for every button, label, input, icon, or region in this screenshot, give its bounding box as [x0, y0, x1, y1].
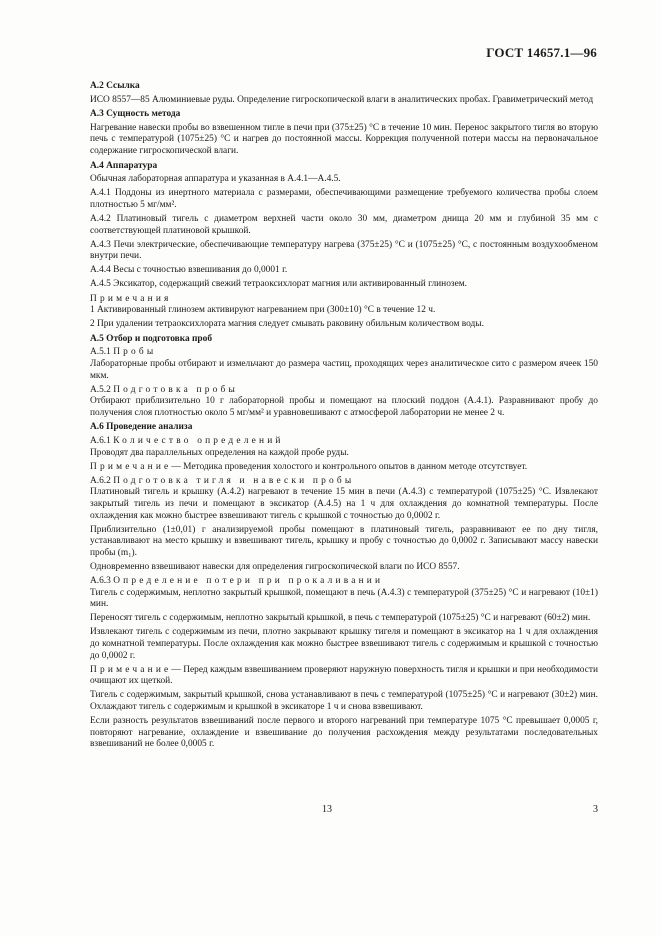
subsection-title: Подготовка пробы [113, 384, 238, 395]
note-label: Примечание [90, 461, 172, 472]
footer-center-number: 13 [322, 804, 332, 815]
body-paragraph: Тигель с содержимым, неплотно закрытый крышкой, помещают в печь (А.4.3) с температурой (375±25) °С и нагревают (10±1) мин. [90, 587, 598, 610]
note-paragraph [90, 665, 598, 688]
document-header-title: ГОСТ 14657.1—96 [486, 45, 597, 60]
body-paragraph: А.4.2 Платиновый тигель с диаметром верхней части около 30 мм, диаметром днища 20 мм и глубиной 35 мм с соответствующей платиновой крышкой. [90, 213, 598, 236]
body-paragraph: Отбирают приблизительно 10 г лабораторной пробы и помещают на плоский поддон (А.4.1). Разравнивают пробу до получения слоя плотностью около 5 мг/мм² и уравновешивают с атмосферой лаборатории не менее 2 ч. [90, 396, 598, 418]
body-paragraph: 1 Активированный глинозем активируют нагреванием при (300±10) °С в течение 12 ч. [90, 305, 436, 316]
subsection-title: Определение потери при прокаливании [113, 576, 384, 587]
section-heading: А.2 Ссылка [90, 81, 140, 91]
subsection-heading [90, 576, 598, 588]
section-heading: А.6 Проведение анализа [90, 422, 193, 433]
body-paragraph: 2 При удалении тетраоксихлората магния следует смывать раковину обильным количеством воды. [90, 319, 484, 330]
subsection-heading [90, 347, 598, 359]
notes-heading: Примечания [90, 293, 172, 304]
section-heading: А.5 Отбор и подготовка проб [90, 333, 213, 344]
body-paragraph: А.4.1 Поддоны из инертного материала с размерами, обеспечивающими размещение требуемого количества пробы слоем плотностью 5 мг/мм². [90, 188, 598, 210]
subsection-number: А.5.1 [90, 347, 114, 358]
subsection-number: А.5.2 [90, 384, 114, 395]
body-paragraph: Нагревание навески пробы во взвешенном тигле в печи при (375±25) °С в течение 10 мин. Перенос закрытого тигля во вторую печь с температурой (1075±25) °С и нагрев до постоянной массы. Коррекция полученной потери массы на первоначальное содержание гигроскопической влаги. [90, 122, 598, 156]
body-paragraph: Приблизительно (1±0,01) г анализируемой пробы помещают в платиновый тигель, разравнивают ее по дну тигля, устанавливают на место крышку и взвешивают тигель, крышку и пробу с точностью до 0,0002 г. Записывают массу навески пробы (m₁). [90, 524, 598, 558]
subsection-number: А.6.3 [90, 576, 114, 587]
body-paragraph: А.4.4 Весы с точностью взвешивания до 0,0001 г. [90, 265, 288, 276]
subsection-heading [90, 476, 598, 488]
note-text: — Методика проведения холостого и контрольного опытов в данном методе отсутствует. [171, 461, 528, 472]
body-paragraph: Проводят два параллельных определения на каждой пробе руды. [90, 447, 349, 458]
body-paragraph: Лабораторные пробы отбирают и измельчают до размера частиц, проходящих через аналитическое сито с размером ячеек 150 мкм. [90, 358, 598, 381]
body-paragraph: Обычная лабораторная аппаратура и указанная в А.4.1—А.4.5. [90, 174, 341, 185]
body-paragraph: Тигель с содержимым, закрытый крышкой, снова устанавливают в печь с температурой (1075±25) °С и нагревают (30±2) мин. Охлаждают тигель с содержимым и крышкой в эксикаторе 1 ч и снова взвешивают. [90, 690, 598, 712]
body-paragraph: Если разность результатов взвешиваний после первого и второго нагреваний при температуре 1075 °С превышает 0,0005 г, повторяют нагревание, охлаждение и взвешивание до получения расхождения между результатами последовательных взвешиваний не более 0,0005 г. [90, 716, 598, 750]
body-paragraph: Платиновый тигель и крышку (А.4.2) нагревают в течение 15 мин в печи (А.4.3) с температурой (1075±25) °С. Извлекают закрытый тигель из печи и помещают в эксикатор (А.4.5) на 1 ч для охлаждения до комнатной температуры. После охлаждения как можно быстрее взвешивают тигель с крышкой с точностью до 0,0002 г. [90, 487, 598, 521]
section-heading: А.3 Сущность метода [90, 109, 181, 120]
note-paragraph [90, 462, 598, 474]
subsection-number: А.6.1 [90, 436, 114, 447]
subsection-heading [90, 385, 598, 397]
section-heading: А.4 Аппаратура [90, 160, 158, 171]
subsection-title: Подготовка тигля и навески пробы [113, 475, 355, 486]
body-paragraph: Извлекают тигель с содержимым из печи, плотно закрывают крышку тигеля и помещают в эксикатор на 1 ч для охлаждения до комнатной температуры. После охлаждения как можно быстрее взвешивают тигель с содержимым и крышкой с точностью до 0,0002 г. [90, 627, 598, 661]
subsection-heading [90, 436, 598, 448]
footer-page-number: 3 [593, 804, 598, 815]
body-paragraph: Одновременно взвешивают навески для определения гигроскопической влаги по ИСО 8557. [90, 561, 460, 572]
note-text: — Перед каждым взвешиванием проверяют наружную поверхность тигля и крышки и при необходимости очищают их щеткой. [90, 664, 598, 687]
body-paragraph: А.4.5 Эксикатор, содержащий свежий тетраоксихлорат магния или активированный глинозем. [90, 279, 468, 290]
subsection-number: А.6.2 [90, 475, 114, 486]
note-label: Примечание [90, 664, 172, 675]
body-paragraph: Переносят тигель с содержимым, неплотно закрытый крышкой, в печь с температурой (1075±25) °С и нагревают (60±2) мин. [90, 613, 591, 624]
subsection-title: Количество определений [113, 436, 284, 447]
body-paragraph: ИСО 8557—85 Алюминиевые руды. Определение гигроскопической влаги в аналитических пробах. Гравиметрический метод [90, 94, 594, 105]
subsection-title: Пробы [113, 347, 157, 358]
document-body [90, 78, 598, 753]
body-paragraph: А.4.3 Печи электрические, обеспечивающие температуру нагрева (375±25) °С и (1075±25) °С, с постоянным воздухообменом внутри печи. [90, 239, 598, 262]
